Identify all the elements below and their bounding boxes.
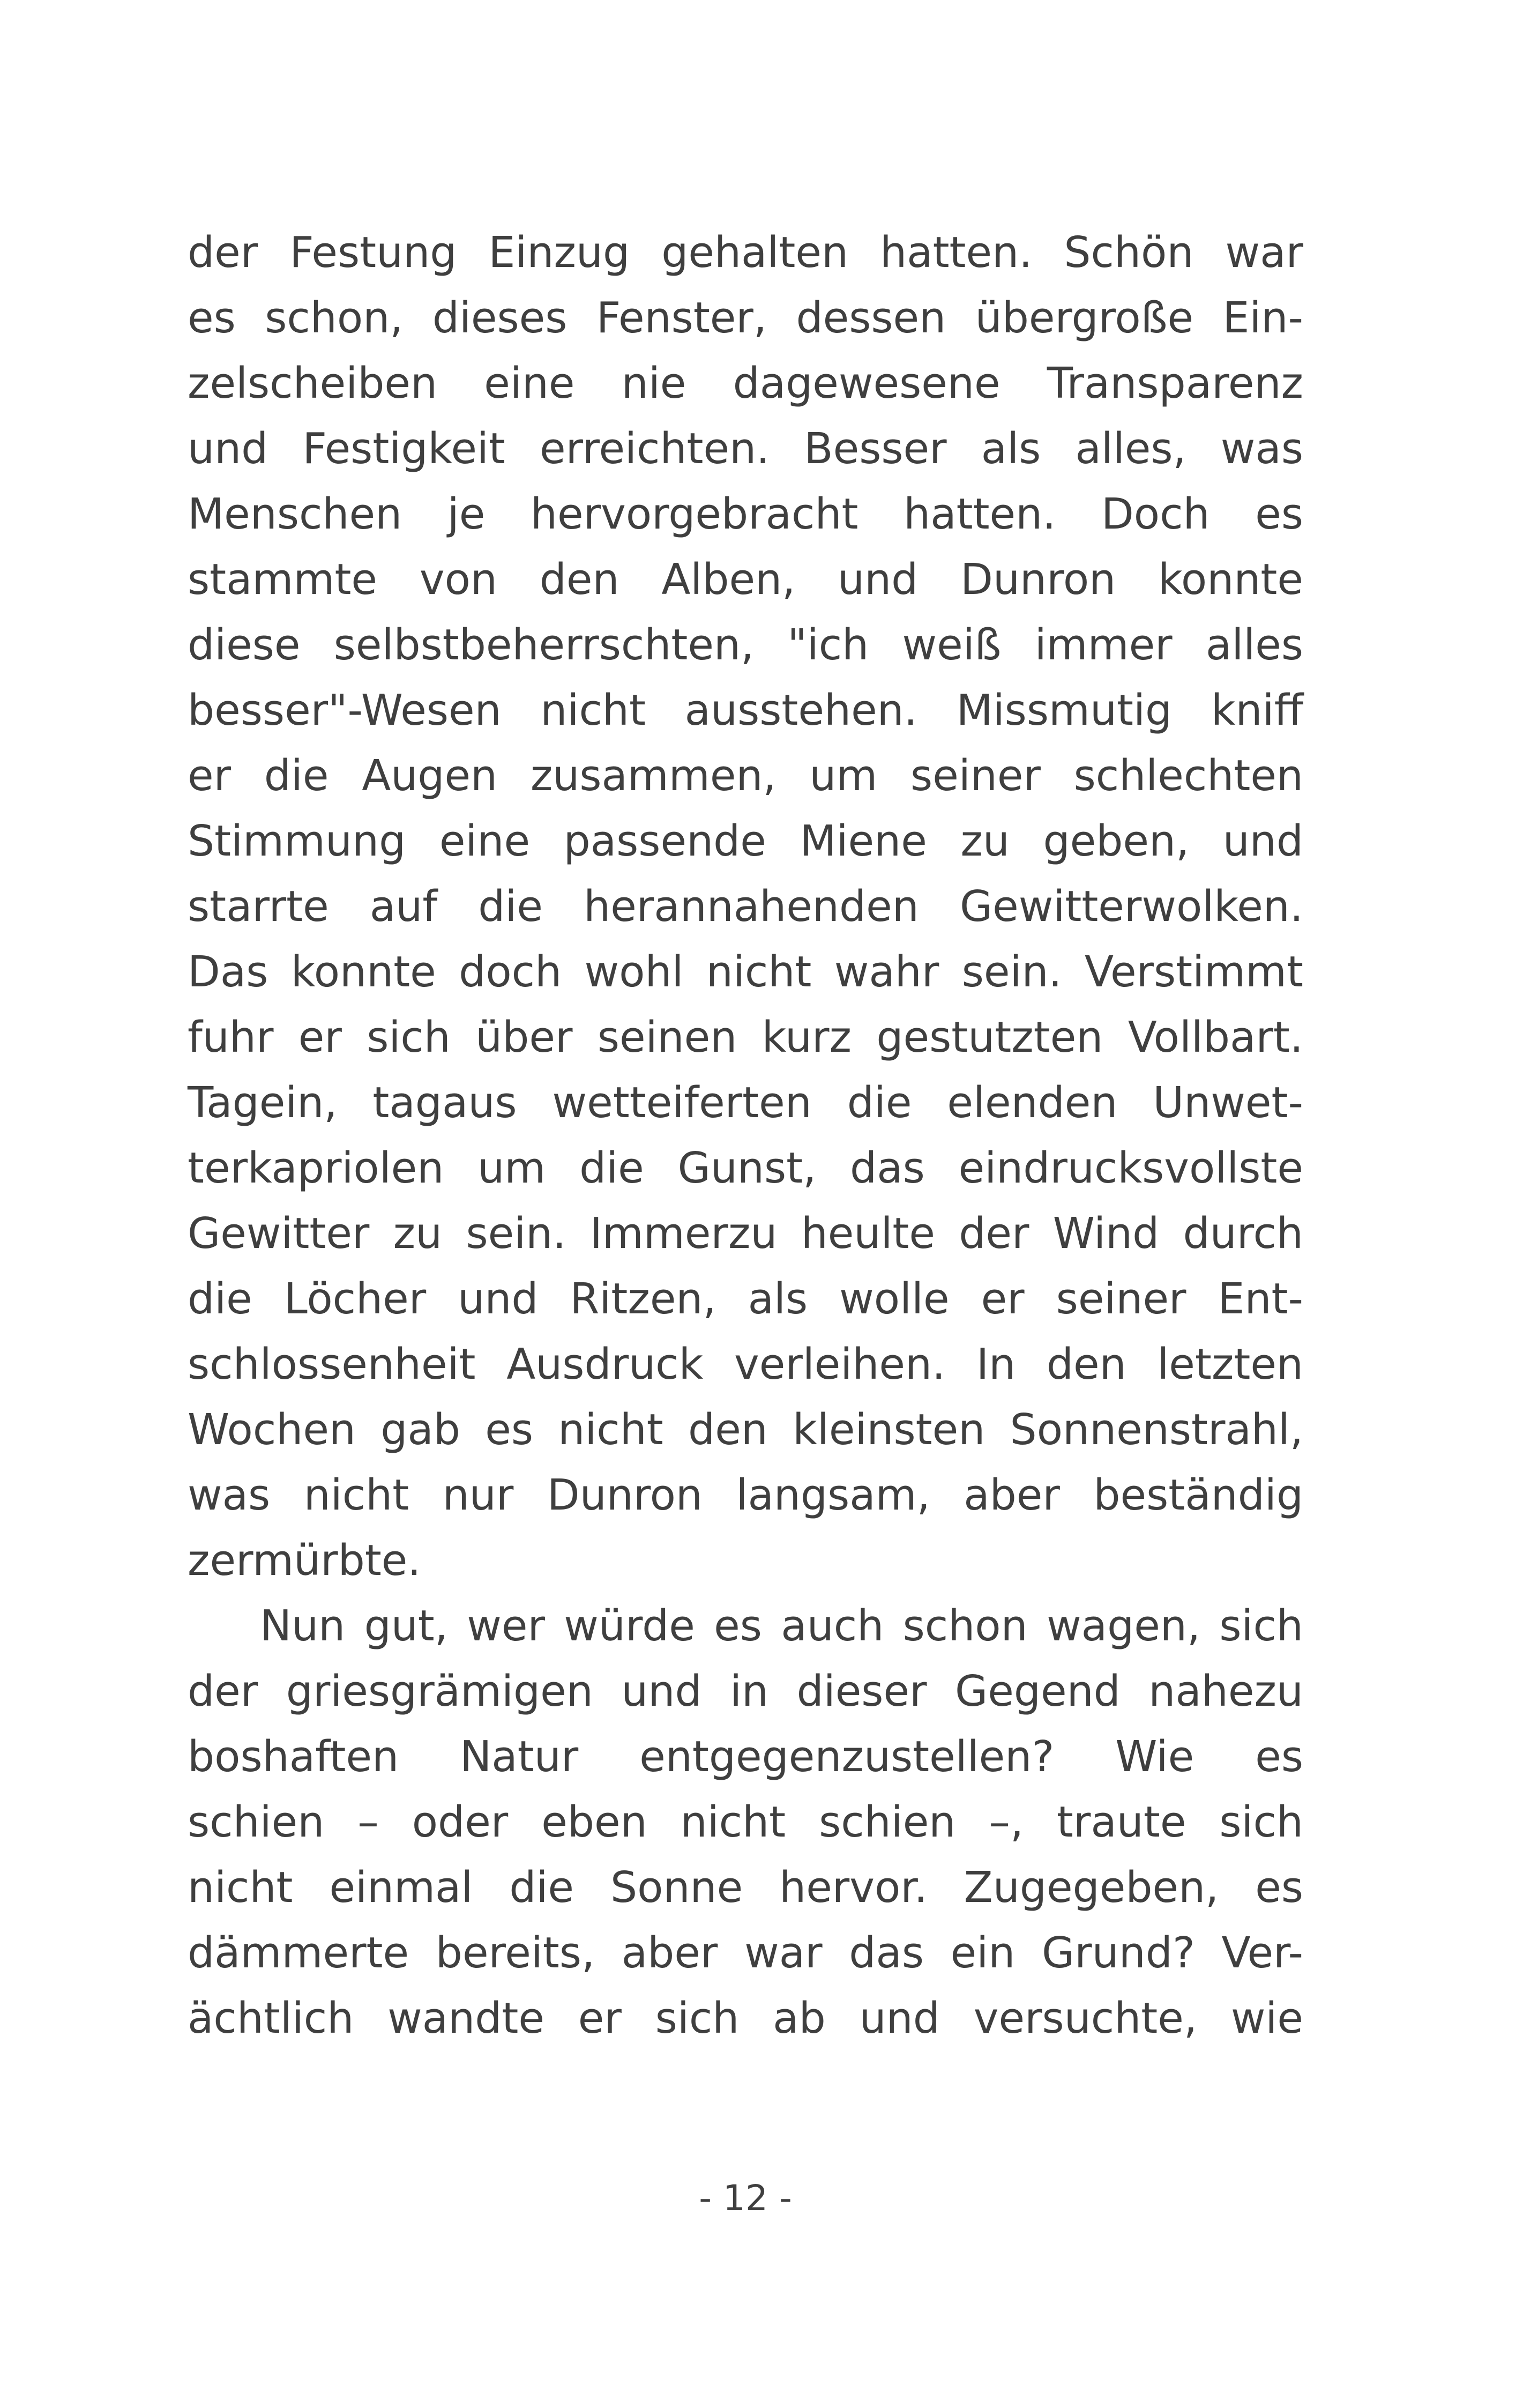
text-line: was nicht nur Dunron langsam, aber beständig bbox=[188, 1470, 1303, 1520]
text-line: Stimmung eine passende Miene zu geben, und bbox=[188, 816, 1303, 866]
text-line: schien – oder eben nicht schien –, traute sich bbox=[188, 1797, 1303, 1847]
text-line: er die Augen zusammen, um seiner schlechten bbox=[188, 751, 1303, 800]
text-line: zermürbte. bbox=[188, 1536, 421, 1585]
text-block bbox=[188, 220, 1303, 2051]
text-line: Wochen gab es nicht den kleinsten Sonnenstrahl, bbox=[188, 1405, 1303, 1454]
text-line: der Festung Einzug gehalten hatten. Schön war bbox=[188, 228, 1303, 277]
text-line: stammte von den Alben, und Dunron konnte bbox=[188, 555, 1303, 604]
text-line: schlossenheit Ausdruck verleihen. In den letzten bbox=[188, 1340, 1303, 1389]
text-line: ächtlich wandte er sich ab und versuchte, wie bbox=[188, 1994, 1303, 2043]
text-line: terkapriolen um die Gunst, das eindrucksvollste bbox=[188, 1143, 1303, 1193]
paragraph-2 bbox=[188, 1593, 1303, 2051]
text-line: zelscheiben eine nie dagewesene Transparenz bbox=[188, 359, 1303, 408]
text-line: und Festigkeit erreichten. Besser als alles, was bbox=[188, 424, 1303, 473]
text-line: nicht einmal die Sonne hervor. Zugegeben, es bbox=[188, 1863, 1303, 1912]
text-line: die Löcher und Ritzen, als wolle er seiner Ent- bbox=[188, 1274, 1303, 1324]
text-line: Das konnte doch wohl nicht wahr sein. Verstimmt bbox=[188, 947, 1303, 997]
paragraph-1 bbox=[188, 220, 1303, 1593]
text-line: Tagein, tagaus wetteiferten die elenden Unwet- bbox=[188, 1078, 1303, 1127]
text-line: der griesgrämigen und in dieser Gegend nahezu bbox=[188, 1667, 1303, 1716]
text-line: boshaften Natur entgegenzustellen? Wie es bbox=[188, 1732, 1303, 1781]
text-line: Gewitter zu sein. Immerzu heulte der Wind durch bbox=[188, 1209, 1303, 1258]
text-line: fuhr er sich über seinen kurz gestutzten Vollbart. bbox=[188, 1013, 1303, 1062]
text-line: starrte auf die herannahenden Gewitterwolken. bbox=[188, 882, 1303, 931]
text-line: dämmerte bereits, aber war das ein Grund? Ver- bbox=[188, 1928, 1303, 1978]
text-line: Nun gut, wer würde es auch schon wagen, sich bbox=[260, 1601, 1303, 1651]
text-line: diese selbstbeherrschten, "ich weiß immer alles bbox=[188, 620, 1303, 670]
page-number: - 12 - bbox=[699, 2177, 792, 2219]
text-line: Menschen je hervorgebracht hatten. Doch es bbox=[188, 489, 1303, 539]
text-line: besser"-Wesen nicht ausstehen. Missmutig kniff bbox=[188, 686, 1303, 735]
text-line: es schon, dieses Fenster, dessen übergroße Ein- bbox=[188, 293, 1303, 343]
